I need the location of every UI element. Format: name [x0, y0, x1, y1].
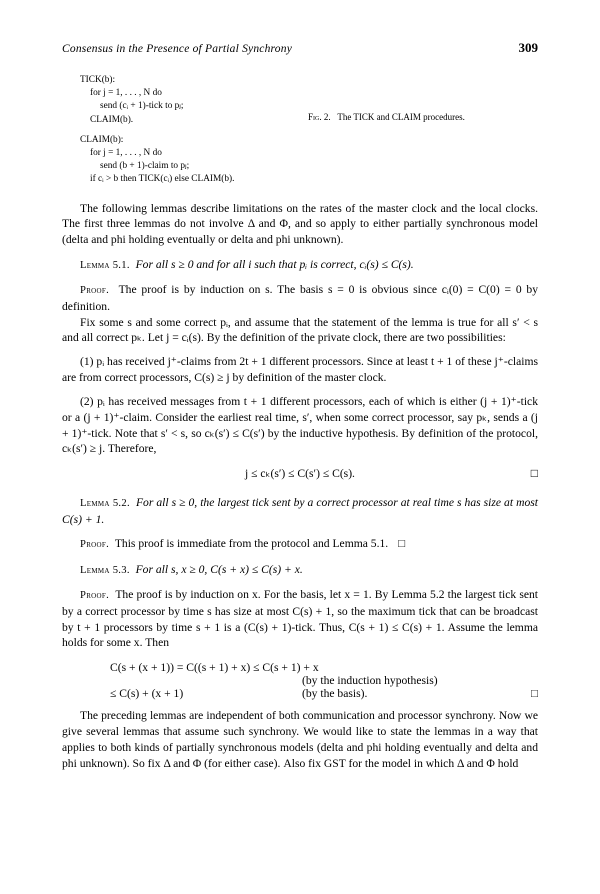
proof-5-2-head: Proof. [80, 539, 110, 551]
paragraph-closing: The preceding lemmas are independent of both communication and processor synchrony. Now we give several lemmas that assume such synchrony. We would like to state the lemmas in a way that applies to both kinds of partially synchronous models (delta and phi holding eventually and delta and phi unknown). So fix Δ and Φ (for either case). Also fix GST for the model in which Δ and Φ hold [62, 709, 538, 770]
equation-line-1: C(s + (x + 1)) = C((s + 1) + x) ≤ C(s + 1) + x [110, 661, 319, 675]
proof-5-2 [62, 536, 538, 552]
qed-symbol: □ [530, 466, 538, 481]
proof-5-3-head: Proof. [80, 590, 110, 602]
lemma-5-3-text: For all s, x ≥ 0, C(s + x) ≤ C(s) + x. [135, 562, 303, 576]
page-number: 309 [518, 40, 538, 55]
running-head [62, 40, 538, 56]
algorithm-line: if cᵢ > b then TICK(cᵢ) else CLAIM(b). [90, 174, 235, 185]
proof-5-1-head: Proof. [80, 285, 110, 297]
algorithm-listing [80, 74, 330, 187]
lemma-5-3 [62, 562, 538, 578]
proof-5-3 [62, 587, 538, 651]
algorithm-line: for j = 1, . . . , N do [90, 88, 162, 99]
figure-caption [308, 112, 538, 122]
display-equation-2 [62, 661, 538, 700]
equation-line [62, 661, 538, 674]
list-item: (1) pᵢ has received j⁺-claims from 2t + 1 different processors. Since at least t + 1 of these j⁺-claims are from correct processors, C(s) ≥ j by definition of the master clock. [62, 355, 538, 385]
qed-symbol: □ [398, 537, 406, 551]
proof-5-3-text: The proof is by induction on x. For the basis, let x = 1. By Lemma 5.2 the largest tick sent by a correct processor by time s has size at most C(s) + 1, so the maximum tick that can be broadcast by t + 1 processors by time s + 1 is a (C(s) + 1)-tick. Thus, C(s + 1) ≤ C(s) + 1. Assume the lemma holds for some x. Then [62, 588, 539, 650]
display-equation-1-text: j ≤ cₖ(s′) ≤ C(s′) ≤ C(s). [245, 467, 355, 481]
list-item: (2) pᵢ has received messages from t + 1 different processors, each of which is either (j + 1)⁺-tick or a (j + 1)⁺-claim. Consider the earliest real time, s′, when some correct processor, say pₖ, sends a (j + 1)⁺-tick. Note that s′ < s, so cₖ(s′) ≤ C(s′) by the inductive hypothesis. By definition of the protocol, cₖ(s′) ≥ j. Therefore, [62, 394, 538, 456]
paragraph-intro: The following lemmas describe limitations on the rates of the master clock and the local clocks. The first three lemmas do not involve Δ and Φ, and so apply to either partially synchronous model (delta and phi holding eventually or delta and phi unknown). [62, 201, 538, 247]
equation-line [62, 674, 538, 687]
equation-note-3: (by the basis). [302, 687, 368, 701]
lemma-5-2 [62, 495, 538, 527]
algorithm-line: send (b + 1)-claim to pⱼ; [100, 161, 190, 172]
lemma-5-1-text: For all s ≥ 0 and for all i such that pᵢ is correct, cᵢ(s) ≤ C(s). [135, 257, 414, 271]
running-head-title: Consensus in the Presence of Partial Synchrony [62, 43, 293, 55]
proof-5-1-text: The proof is by induction on s. The basis s = 0 is obvious since cᵢ(0) = C(0) = 0 by definition. [62, 283, 538, 313]
lemma-5-1 [62, 257, 538, 273]
figure-caption-text: The TICK and CLAIM procedures. [337, 112, 465, 122]
algorithm-figure [80, 74, 538, 187]
algorithm-line: for j = 1, . . . , N do [90, 147, 162, 158]
figure-label: Fig. 2. [308, 112, 331, 122]
equation-line [62, 687, 538, 700]
lemma-5-2-head: Lemma 5.2. [80, 498, 130, 510]
algorithm-line: send (cᵢ + 1)-tick to pⱼ; [100, 101, 184, 112]
lemma-5-1-head: Lemma 5.1. [80, 259, 130, 271]
lemma-5-2-text: For all s ≥ 0, the largest tick sent by a correct processor at real time s has size at most C(s) + 1. [62, 496, 538, 526]
display-equation-1 [62, 466, 538, 480]
qed-symbol: □ [530, 687, 538, 701]
page-content [62, 40, 538, 771]
algorithm-line: CLAIM(b): [80, 134, 124, 145]
algorithm-line: TICK(b): [80, 75, 116, 85]
lemma-5-3-head: Lemma 5.3. [80, 564, 130, 576]
proof-5-1-part2: Fix some s and some correct pᵢ, and assume that the statement of the lemma is true for all s′ < s and all correct pₖ. Let j = cᵢ(s). By the definition of the private clock, there are two possibilities: [62, 315, 538, 345]
proof-5-2-text: This proof is immediate from the protocol and Lemma 5.1. [114, 537, 389, 551]
equation-note-2: (by the induction hypothesis) [302, 674, 438, 688]
numbered-list [62, 354, 538, 457]
proof-5-1-part1 [62, 282, 538, 314]
algorithm-line: CLAIM(b). [90, 114, 134, 125]
equation-line-3: ≤ C(s) + (x + 1) [110, 687, 184, 701]
